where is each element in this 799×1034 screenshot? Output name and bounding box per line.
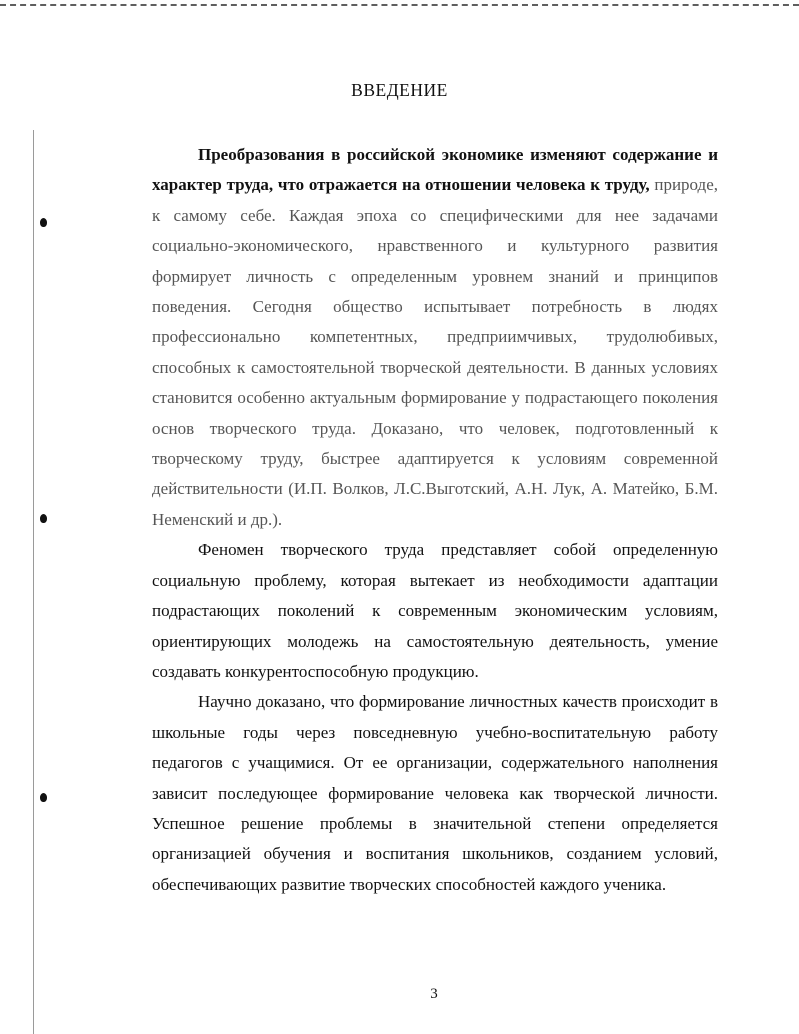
punch-hole-mark-3 bbox=[40, 793, 47, 802]
paragraph-1-rest: природе, к самому себе. Каждая эпоха со специфическими для нее задачами социально-экономического, нравственного и культурного развития формирует личность с определенным уровнем знаний и принципов поведения. Сегодня общество испытывает потребность в людях профессионально компетентных, предприимчивых, трудолюбивых, способных к самостоятельной творческой деятельности. В данных условиях становится особенно актуальным формирование у подрастающего поколения основ творческого труда. Доказано, что человек, подготовленный к творческому труду, быстрее адаптируется к условиям современной действительности (И.П. Волков, Л.С.Выготский, А.Н. Лук, А. Матейко, Б.М. Неменский и др.). bbox=[152, 175, 718, 529]
paragraph-2: Феномен творческого труда представляет собой определенную социальную проблему, которая вытекает из необходимости адаптации подрастающих поколений к современным экономическим условиям, ориентирующих молодежь на самостоятельную деятельность, умение создавать конкурентоспособную продукцию. bbox=[152, 540, 718, 681]
paragraph-3: Научно доказано, что формирование личностных качеств происходит в школьные годы через повседневную учебно-воспитательную работу педагогов с учащимися. От ее организации, содержательного наполнения зависит последующее формирование человека как творческой личности. Успешное решение проблемы в значительной степени определяется организацией обучения и воспитания школьников, созданием условий, обеспечивающих развитие творческих способностей каждого ученика. bbox=[152, 692, 718, 894]
scan-edge-left bbox=[33, 130, 34, 1034]
paragraph-1-lead: Преобразования в российской экономике изменяют содержание и характер труда, что отражается на отношении человека к труду, bbox=[152, 145, 718, 195]
paragraph-1 bbox=[152, 140, 718, 535]
punch-hole-mark-1 bbox=[40, 218, 47, 227]
page-number: 3 bbox=[430, 986, 438, 1002]
punch-hole-mark-2 bbox=[40, 514, 47, 523]
page-title: ВВЕДЕНИЕ bbox=[351, 80, 448, 100]
body-text bbox=[152, 140, 718, 900]
scan-edge-top bbox=[0, 0, 799, 6]
